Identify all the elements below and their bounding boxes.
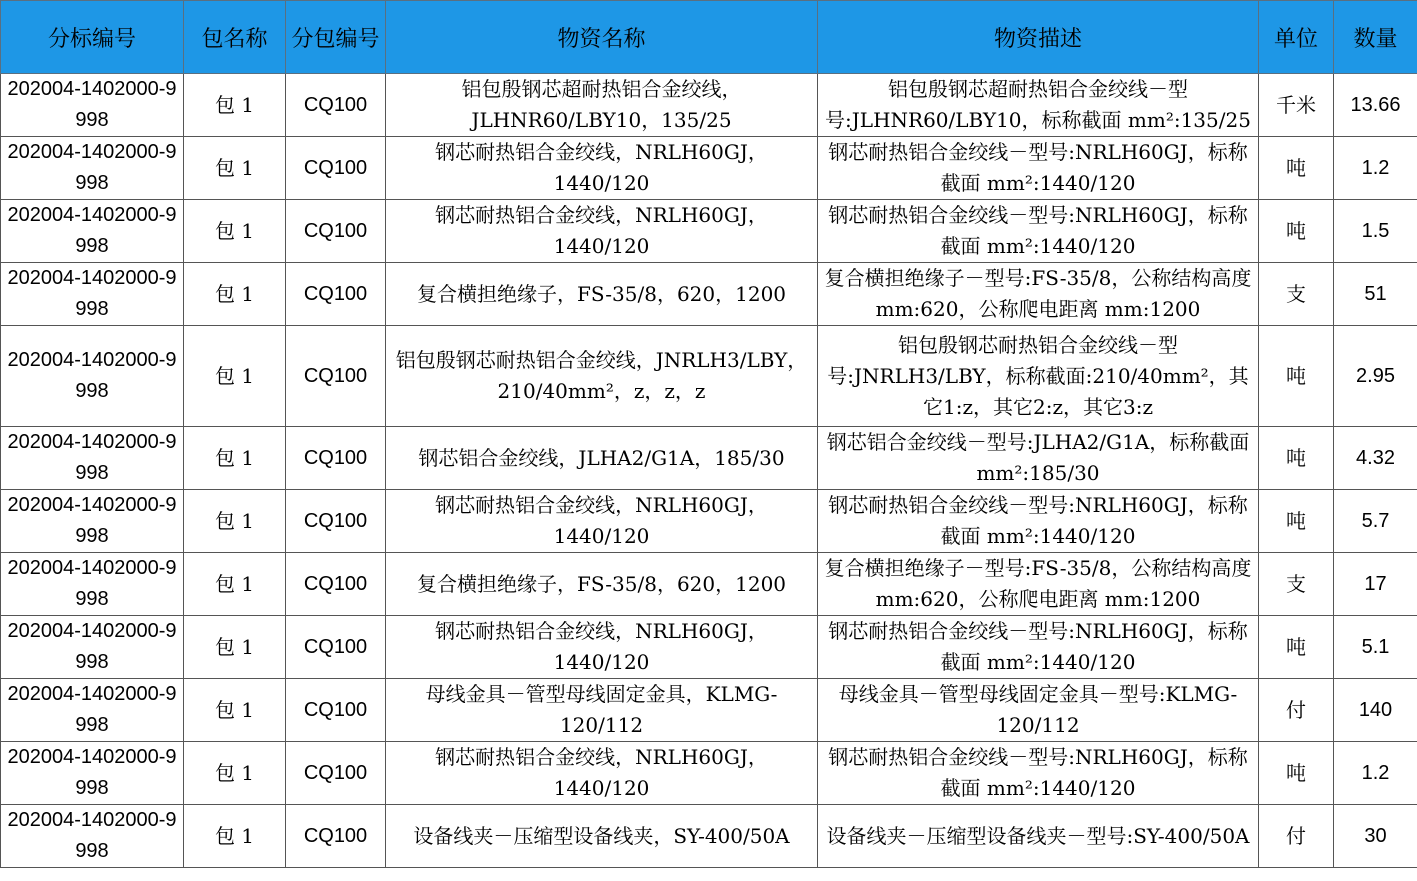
- lot-number-cell: 202004-1402000-9998: [1, 74, 184, 137]
- header-material-name: 物资名称: [386, 1, 818, 74]
- material-description-cell: 复合横担绝缘子－型号:FS-35/8，公称结构高度 mm:620，公称爬电距离 mm:1200: [818, 553, 1259, 616]
- subpackage-number-cell: CQ100: [286, 137, 386, 200]
- subpackage-number-cell: CQ100: [286, 805, 386, 868]
- material-description-cell: 钢芯耐热铝合金绞线－型号:NRLH60GJ，标称截面 mm²:1440/120: [818, 490, 1259, 553]
- package-name-cell: 包 1: [184, 553, 286, 616]
- subpackage-number-cell: CQ100: [286, 616, 386, 679]
- lot-number-cell: 202004-1402000-9998: [1, 200, 184, 263]
- subpackage-number-cell: CQ100: [286, 490, 386, 553]
- header-lot-number: 分标编号: [1, 1, 184, 74]
- material-description-cell: 钢芯耐热铝合金绞线－型号:NRLH60GJ，标称截面 mm²:1440/120: [818, 616, 1259, 679]
- package-name-cell: 包 1: [184, 616, 286, 679]
- material-name-cell: 复合横担绝缘子，FS-35/8，620，1200: [386, 553, 818, 616]
- table-row: [1, 616, 1417, 679]
- lot-number-cell: 202004-1402000-9998: [1, 263, 184, 326]
- quantity-cell: 17: [1334, 553, 1417, 616]
- header-package-name: 包名称: [184, 1, 286, 74]
- quantity-cell: 1.2: [1334, 742, 1417, 805]
- subpackage-number-cell: CQ100: [286, 200, 386, 263]
- material-name-cell: 钢芯耐热铝合金绞线，NRLH60GJ，1440/120: [386, 742, 818, 805]
- material-name-cell: 复合横担绝缘子，FS-35/8，620，1200: [386, 263, 818, 326]
- table-row: [1, 74, 1417, 137]
- header-material-description: 物资描述: [818, 1, 1259, 74]
- material-name-cell: 钢芯耐热铝合金绞线，NRLH60GJ，1440/120: [386, 616, 818, 679]
- quantity-cell: 1.5: [1334, 200, 1417, 263]
- unit-cell: 吨: [1259, 137, 1334, 200]
- table-row: [1, 326, 1417, 427]
- material-description-cell: 铝包殷钢芯耐热铝合金绞线－型号:JNRLH3/LBY，标称截面:210/40mm²，其它1:z，其它2:z，其它3:z: [818, 326, 1259, 427]
- material-name-cell: 钢芯耐热铝合金绞线，NRLH60GJ，1440/120: [386, 200, 818, 263]
- header-unit: 单位: [1259, 1, 1334, 74]
- lot-number-cell: 202004-1402000-9998: [1, 137, 184, 200]
- table-row: [1, 263, 1417, 326]
- unit-cell: 吨: [1259, 742, 1334, 805]
- package-name-cell: 包 1: [184, 200, 286, 263]
- material-name-cell: 铝包殷钢芯超耐热铝合金绞线，JLHNR60/LBY10，135/25: [386, 74, 818, 137]
- quantity-cell: 51: [1334, 263, 1417, 326]
- subpackage-number-cell: CQ100: [286, 553, 386, 616]
- unit-cell: 吨: [1259, 326, 1334, 427]
- material-description-cell: 母线金具－管型母线固定金具－型号:KLMG-120/112: [818, 679, 1259, 742]
- lot-number-cell: 202004-1402000-9998: [1, 326, 184, 427]
- package-name-cell: 包 1: [184, 137, 286, 200]
- lot-number-cell: 202004-1402000-9998: [1, 553, 184, 616]
- table-row: [1, 805, 1417, 868]
- table-row: [1, 490, 1417, 553]
- header-quantity: 数量: [1334, 1, 1417, 74]
- subpackage-number-cell: CQ100: [286, 427, 386, 490]
- table-row: [1, 137, 1417, 200]
- package-name-cell: 包 1: [184, 427, 286, 490]
- material-description-cell: 钢芯耐热铝合金绞线－型号:NRLH60GJ，标称截面 mm²:1440/120: [818, 200, 1259, 263]
- table-row: [1, 679, 1417, 742]
- unit-cell: 千米: [1259, 74, 1334, 137]
- lot-number-cell: 202004-1402000-9998: [1, 427, 184, 490]
- material-name-cell: 铝包殷钢芯耐热铝合金绞线，JNRLH3/LBY，210/40mm²，z，z，z: [386, 326, 818, 427]
- package-name-cell: 包 1: [184, 490, 286, 553]
- material-description-cell: 复合横担绝缘子－型号:FS-35/8，公称结构高度 mm:620，公称爬电距离 mm:1200: [818, 263, 1259, 326]
- material-name-cell: 钢芯铝合金绞线，JLHA2/G1A，185/30: [386, 427, 818, 490]
- header-subpackage-number: 分包编号: [286, 1, 386, 74]
- material-description-cell: 铝包殷钢芯超耐热铝合金绞线－型号:JLHNR60/LBY10，标称截面 mm²:135/25: [818, 74, 1259, 137]
- package-name-cell: 包 1: [184, 679, 286, 742]
- material-description-cell: 钢芯耐热铝合金绞线－型号:NRLH60GJ，标称截面 mm²:1440/120: [818, 742, 1259, 805]
- material-description-cell: 设备线夹－压缩型设备线夹－型号:SY-400/50A: [818, 805, 1259, 868]
- material-name-cell: 钢芯耐热铝合金绞线，NRLH60GJ，1440/120: [386, 137, 818, 200]
- table-row: [1, 427, 1417, 490]
- package-name-cell: 包 1: [184, 74, 286, 137]
- table-row: [1, 553, 1417, 616]
- subpackage-number-cell: CQ100: [286, 74, 386, 137]
- package-name-cell: 包 1: [184, 326, 286, 427]
- package-name-cell: 包 1: [184, 742, 286, 805]
- unit-cell: 付: [1259, 805, 1334, 868]
- subpackage-number-cell: CQ100: [286, 326, 386, 427]
- quantity-cell: 140: [1334, 679, 1417, 742]
- package-name-cell: 包 1: [184, 805, 286, 868]
- lot-number-cell: 202004-1402000-9998: [1, 805, 184, 868]
- quantity-cell: 5.1: [1334, 616, 1417, 679]
- unit-cell: 支: [1259, 553, 1334, 616]
- subpackage-number-cell: CQ100: [286, 679, 386, 742]
- material-name-cell: 母线金具－管型母线固定金具，KLMG-120/112: [386, 679, 818, 742]
- header-row: [1, 1, 1417, 74]
- quantity-cell: 4.32: [1334, 427, 1417, 490]
- subpackage-number-cell: CQ100: [286, 742, 386, 805]
- unit-cell: 吨: [1259, 616, 1334, 679]
- material-name-cell: 设备线夹－压缩型设备线夹，SY-400/50A: [386, 805, 818, 868]
- lot-number-cell: 202004-1402000-9998: [1, 490, 184, 553]
- material-description-cell: 钢芯铝合金绞线－型号:JLHA2/G1A，标称截面 mm²:185/30: [818, 427, 1259, 490]
- quantity-cell: 2.95: [1334, 326, 1417, 427]
- package-name-cell: 包 1: [184, 263, 286, 326]
- table-row: [1, 200, 1417, 263]
- unit-cell: 吨: [1259, 490, 1334, 553]
- quantity-cell: 1.2: [1334, 137, 1417, 200]
- quantity-cell: 5.7: [1334, 490, 1417, 553]
- unit-cell: 吨: [1259, 427, 1334, 490]
- material-description-cell: 钢芯耐热铝合金绞线－型号:NRLH60GJ，标称截面 mm²:1440/120: [818, 137, 1259, 200]
- unit-cell: 支: [1259, 263, 1334, 326]
- lot-number-cell: 202004-1402000-9998: [1, 742, 184, 805]
- material-name-cell: 钢芯耐热铝合金绞线，NRLH60GJ，1440/120: [386, 490, 818, 553]
- lot-number-cell: 202004-1402000-9998: [1, 679, 184, 742]
- lot-number-cell: 202004-1402000-9998: [1, 616, 184, 679]
- unit-cell: 吨: [1259, 200, 1334, 263]
- quantity-cell: 13.66: [1334, 74, 1417, 137]
- table-row: [1, 742, 1417, 805]
- unit-cell: 付: [1259, 679, 1334, 742]
- quantity-cell: 30: [1334, 805, 1417, 868]
- subpackage-number-cell: CQ100: [286, 263, 386, 326]
